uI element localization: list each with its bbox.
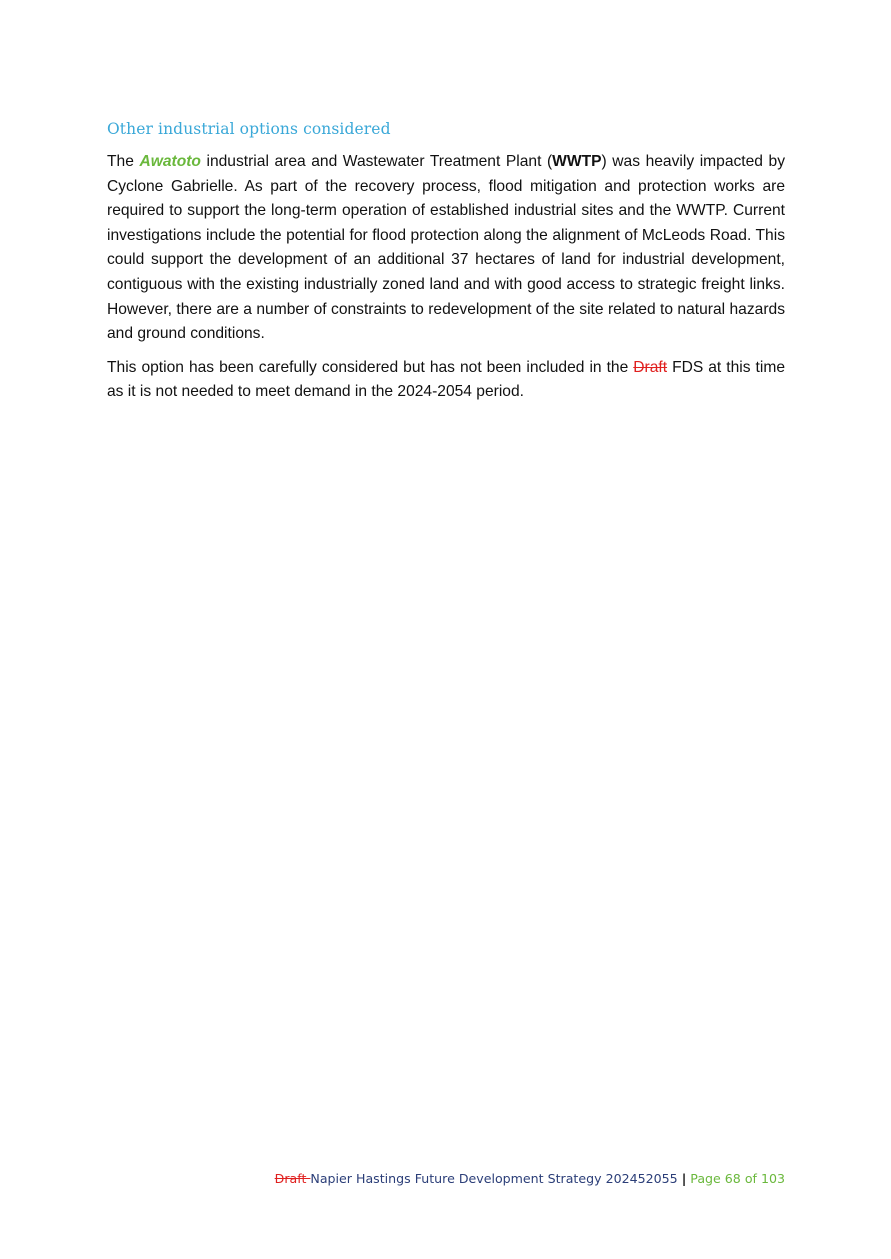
footer-separator: | — [681, 1171, 687, 1186]
paragraph-text: The — [107, 153, 140, 170]
acronym-wwtp: WWTP — [552, 153, 602, 170]
paragraph-text: ) was heavily impacted by Cyclone Gabrielle. As part of the recovery process, flood mitigation and protection works are required to support the long-term operation of established industrial sites and the WWTP. Current investigations include the potential for flood protection along the alignment of McLeods Road. This could support the development of an additional 37 hectares of land for industrial development, contiguous with the existing industrially zoned land and with good access to strategic freight links. However, there are a number of constraints to redevelopment of the site related to natural hazards and ground conditions. — [107, 153, 785, 343]
place-name-awatoto: Awatoto — [139, 153, 201, 170]
page-footer — [275, 1170, 785, 1188]
footer-deleted-draft: Draft — [274, 1171, 311, 1186]
paragraph-text: This option has been carefully considered but has not been included in the — [107, 358, 634, 376]
paragraph-awatoto — [107, 150, 785, 347]
paragraph-option-status — [107, 356, 785, 405]
paragraph-text: industrial area and Wastewater Treatment Plant ( — [200, 153, 553, 170]
footer-page-number: Page 68 of 103 — [686, 1171, 785, 1186]
paragraph-text: FDS at this time as it is not needed to meet demand in the 2024-2054 period. — [107, 358, 785, 401]
section-heading: Other industrial options considered — [107, 120, 391, 138]
footer-document-title: Napier Hastings Future Development Strategy 202452055 — [310, 1171, 682, 1186]
deleted-word-draft: Draft — [633, 358, 668, 376]
page-content — [107, 118, 785, 414]
